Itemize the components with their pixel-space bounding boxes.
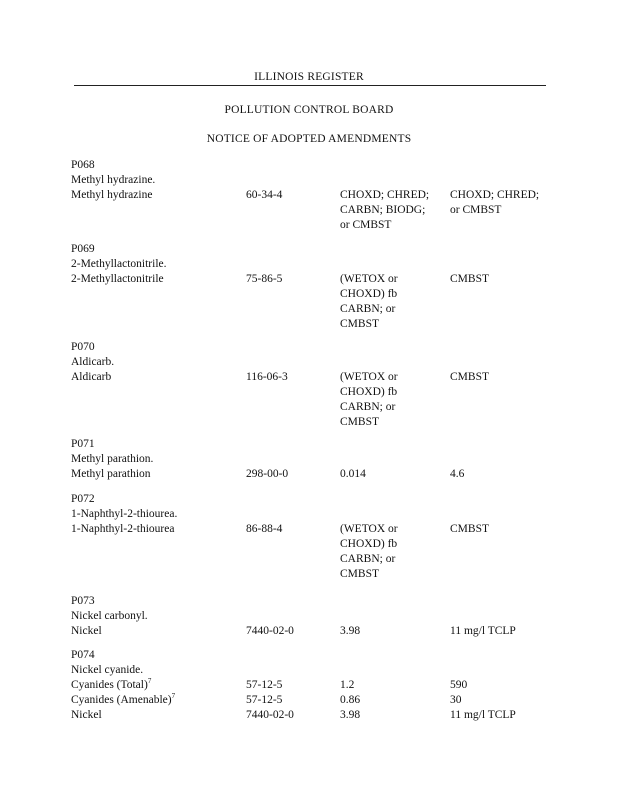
constituent-text: Methyl parathion — [71, 468, 151, 480]
wastewater-standard: 0.86 — [340, 694, 361, 706]
notice-title: NOTICE OF ADOPTED AMENDMENTS — [206, 133, 412, 145]
wastewater-standard: CMBST — [340, 568, 379, 580]
cas-number: 298-00-0 — [246, 468, 289, 480]
waste-code: P068 — [71, 159, 95, 171]
wastewater-standard: (WETOX or — [340, 273, 398, 285]
constituent-text: Methyl hydrazine — [71, 189, 153, 201]
nonwastewater-standard: or CMBST — [450, 204, 502, 216]
constituent-name — [71, 272, 164, 287]
wastewater-standard: CHOXD) fb — [340, 288, 398, 300]
nonwastewater-standard: CHOXD; CHRED; — [450, 189, 540, 201]
waste-name: Methyl hydrazine. — [71, 174, 156, 186]
wastewater-standard: CARBN; or — [340, 401, 396, 413]
wastewater-standard: 1.2 — [340, 679, 355, 691]
waste-code: P070 — [71, 341, 95, 353]
cas-number: 60-34-4 — [246, 189, 283, 201]
nonwastewater-standard: CMBST — [450, 523, 489, 535]
cas-number: 7440-02-0 — [246, 625, 294, 637]
nonwastewater-standard: 11 mg/l TCLP — [450, 709, 516, 721]
wastewater-standard: CHOXD; CHRED; — [340, 189, 430, 201]
wastewater-standard: CHOXD) fb — [340, 386, 398, 398]
wastewater-standard: (WETOX or — [340, 523, 398, 535]
wastewater-standard: 3.98 — [340, 709, 361, 721]
wastewater-standard: CHOXD) fb — [340, 538, 398, 550]
constituent-text: 1-Naphthyl-2-thiourea — [71, 523, 175, 535]
wastewater-standard: (WETOX or — [340, 371, 398, 383]
nonwastewater-standard: 4.6 — [450, 468, 465, 480]
waste-name: Methyl parathion. — [71, 453, 154, 465]
constituent-name — [71, 624, 102, 639]
constituent-name — [71, 708, 102, 723]
constituent-name — [71, 693, 175, 708]
waste-code: P071 — [71, 438, 95, 450]
waste-name: Nickel cyanide. — [71, 664, 144, 676]
nonwastewater-standard: CMBST — [450, 371, 489, 383]
cas-number: 116-06-3 — [246, 371, 288, 383]
wastewater-standard: 0.014 — [340, 468, 366, 480]
waste-name: 1-Naphthyl-2-thiourea. — [71, 508, 178, 520]
constituent-name — [71, 467, 151, 482]
waste-name: Aldicarb. — [71, 356, 115, 368]
nonwastewater-standard: 30 — [450, 694, 462, 706]
wastewater-standard: CMBST — [340, 416, 379, 428]
cas-number: 75-86-5 — [246, 273, 283, 285]
waste-code: P072 — [71, 493, 95, 505]
waste-code: P074 — [71, 649, 95, 661]
constituent-text: 2-Methyllactonitrile — [71, 273, 164, 285]
cas-number: 57-12-5 — [246, 694, 283, 706]
nonwastewater-standard: CMBST — [450, 273, 489, 285]
constituent-name — [71, 522, 174, 537]
header-rule — [74, 85, 546, 86]
waste-name: 2-Methyllactonitrile. — [71, 258, 167, 270]
constituent-text: Cyanides (Amenable) — [71, 694, 172, 706]
wastewater-standard: CARBN; or — [340, 303, 396, 315]
board-name: POLLUTION CONTROL BOARD — [224, 104, 394, 116]
wastewater-standard: CMBST — [340, 318, 379, 330]
register-title: ILLINOIS REGISTER — [254, 71, 364, 83]
constituent-text: Nickel — [71, 709, 102, 721]
constituent-name — [71, 370, 111, 385]
footnote-marker: 7 — [171, 692, 176, 701]
waste-code: P073 — [71, 595, 95, 607]
cas-number: 86-88-4 — [246, 523, 283, 535]
wastewater-standard: CARBN; BIODG; — [340, 204, 426, 216]
cas-number: 57-12-5 — [246, 679, 283, 691]
constituent-name — [71, 188, 152, 203]
constituent-text: Cyanides (Total) — [71, 679, 148, 691]
nonwastewater-standard: 590 — [450, 679, 468, 691]
waste-name: Nickel carbonyl. — [71, 610, 148, 622]
nonwastewater-standard: 11 mg/l TCLP — [450, 625, 516, 637]
constituent-text: Aldicarb — [71, 371, 112, 383]
footnote-marker: 7 — [147, 677, 152, 686]
constituent-name — [71, 678, 151, 693]
constituent-text: Nickel — [71, 625, 102, 637]
cas-number: 7440-02-0 — [246, 709, 294, 721]
wastewater-standard: CARBN; or — [340, 553, 396, 565]
waste-code: P069 — [71, 243, 95, 255]
wastewater-standard: or CMBST — [340, 219, 392, 231]
wastewater-standard: 3.98 — [340, 625, 361, 637]
